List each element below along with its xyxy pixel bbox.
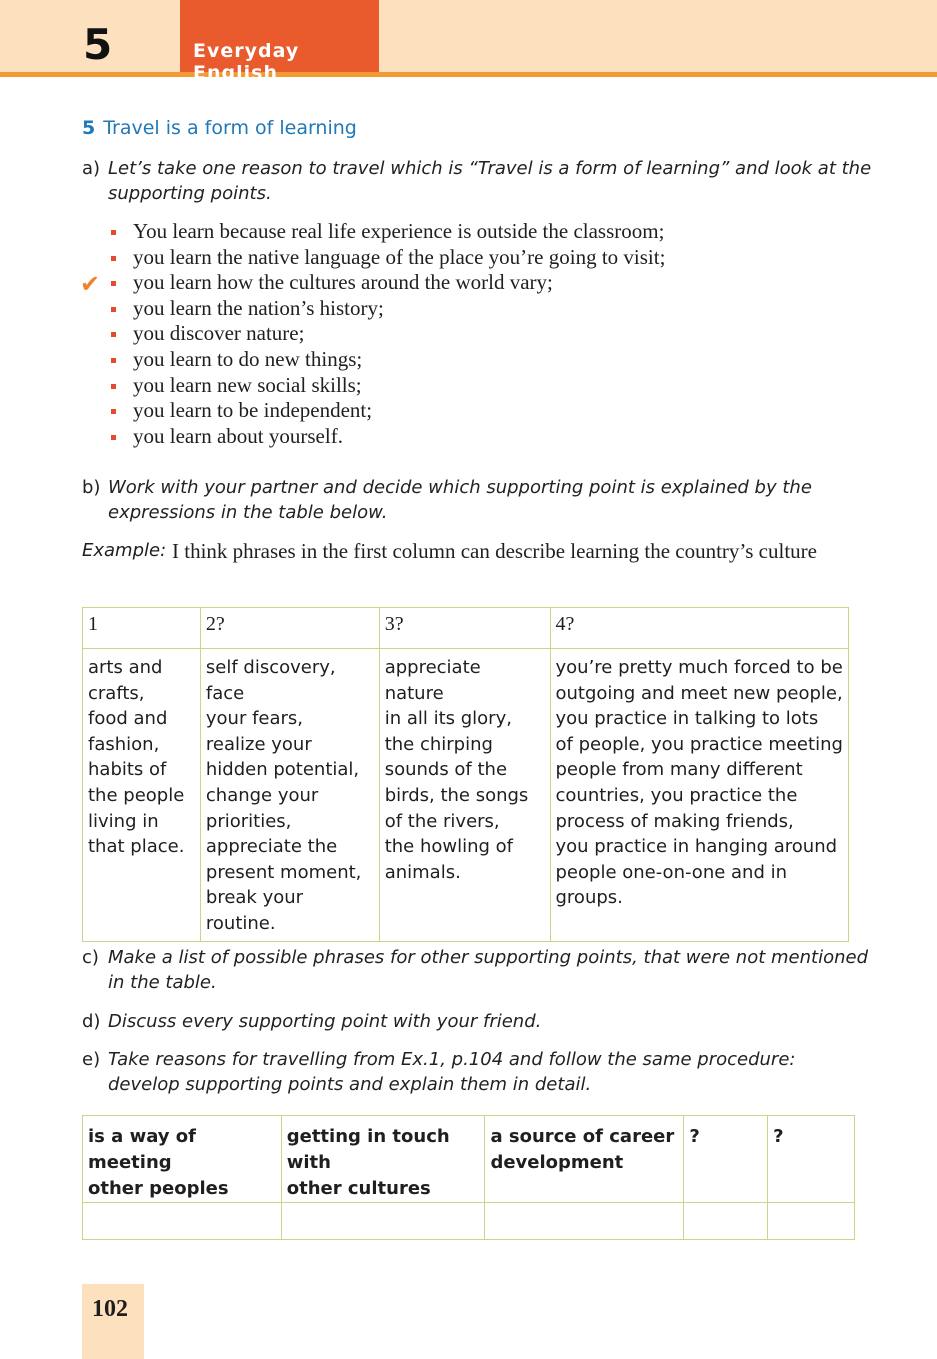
exercise-title [82,117,357,139]
table-header-cell [83,1116,282,1203]
cell-line: that place. [88,836,185,858]
task-e [82,1047,872,1097]
supporting-point-item [107,373,665,399]
cell-line: hidden potential, [205,759,360,781]
task-d-text: Discuss every supporting point with your friend. [108,1011,542,1032]
table-header-cell: 4? [550,608,849,649]
cell-line: the people [88,784,185,806]
bullet-marker [111,281,116,286]
task-e-letter: e) [82,1049,101,1070]
table-header-cell: 2? [200,608,379,649]
cell-line: present moment, [205,861,362,883]
supporting-point-item [107,270,665,296]
exercise-number: 5 [82,117,96,139]
task-b [82,475,872,525]
task-a-text: Let’s take one reason to travel which is “Travel is a form of learning” and look at the supporting points. [108,158,872,204]
supporting-point-text: you learn new social skills; [133,372,362,397]
cell-line: groups. [555,887,623,909]
cell-line: your fears, [205,708,304,730]
supporting-point-text: you learn to do new things; [133,346,363,371]
task-b-letter: b) [82,477,101,498]
bullet-marker [111,230,116,235]
example-label: Example: [82,540,167,561]
cell-line: birds, the songs [384,784,529,806]
cell-line: people one-on-one and in [555,861,788,883]
task-c-letter: c) [82,947,99,968]
cell-line: priorities, [205,810,292,832]
task-d-letter: d) [82,1011,101,1032]
task-e-text: Take reasons for travelling from Ex.1, p.104 and follow the same procedure: develop supporting points and explain them in detail. [108,1049,796,1095]
cell-line: sounds of the [384,759,508,781]
section-tab [180,0,379,84]
task-a [82,156,872,206]
table-header-cell [768,1116,855,1203]
bullet-marker [111,307,116,312]
cell-line: you’re pretty much forced to be [555,657,843,678]
table-header-cell [684,1116,768,1203]
supporting-point-text: you discover nature; [133,321,305,346]
page-number-box [82,1284,144,1359]
cell-line: people from many different [555,759,803,781]
check-mark-icon: ✔ [80,270,101,298]
example [82,538,862,564]
cell-line: process of making friends, [555,810,794,832]
supporting-point-text: you learn the native language of the place you’re going to visit; [133,244,666,269]
cell-line: self discovery, face [205,657,336,704]
supporting-point-text: you learn the nation’s history; [133,295,384,320]
cell-line: in all its glory, [384,708,512,730]
table-row [83,1203,855,1240]
cell-line: break your routine. [205,887,304,934]
empty-answer-cell[interactable] [684,1203,768,1240]
supporting-points-list [107,219,665,449]
table-cell [379,649,550,942]
table-header-cell [281,1116,485,1203]
empty-answer-cell[interactable] [485,1203,684,1240]
supporting-point-text: you learn to be independent; [133,398,373,423]
task-c [82,945,872,995]
table-header-cell: 1 [83,608,201,649]
cell-line: food and [88,708,168,730]
supporting-point-item [107,296,665,322]
header-line: is a way of meeting [88,1126,196,1173]
empty-answer-cell[interactable] [281,1203,485,1240]
empty-answer-cell[interactable] [768,1203,855,1240]
supporting-point-text: you learn how the cultures around the world vary; [133,270,553,295]
page-number: 102 [92,1296,128,1322]
bullet-marker [111,409,116,414]
header-line: other cultures [286,1178,431,1199]
exercise-title-text: Travel is a form of learning [103,117,357,139]
bullet-marker [111,435,116,440]
table-cell [83,649,201,942]
bullet-marker [111,256,116,261]
bullet-marker [111,384,116,389]
cell-line: appreciate nature [384,657,481,704]
table-cell [200,649,379,942]
task-a-letter: a) [82,158,101,179]
header-line: a source of career [490,1126,675,1147]
header-line: ? [689,1126,700,1147]
cell-line: the howling of [384,836,513,858]
supporting-point-item [107,321,665,347]
table-row [83,649,849,942]
cell-line: arts and [88,657,163,678]
cell-line: animals. [384,861,461,883]
cell-line: fashion, [88,733,160,755]
cell-line: crafts, [88,682,145,704]
supporting-point-item [107,424,665,450]
table-header-row [83,608,849,649]
cell-line: outgoing and meet new people, [555,682,843,704]
supporting-point-item [107,398,665,424]
cell-line: the chirping [384,733,493,755]
header-line: getting in touch with [286,1126,450,1173]
cell-line: you practice in talking to lots [555,708,819,730]
section-title: Everyday English [193,40,300,84]
task-c-text: Make a list of possible phrases for other supporting points, that were not mentioned in the table. [108,947,868,993]
table-header-cell: 3? [379,608,550,649]
header-line: ? [773,1126,784,1147]
table-cell [550,649,849,942]
expressions-table [82,607,849,942]
header-rule [0,72,937,77]
bullet-marker [111,332,116,337]
header-line: other peoples [88,1178,229,1199]
supporting-point-item [107,219,665,245]
cell-line: habits of [88,759,167,781]
unit-number: 5 [83,20,113,69]
example-text: I think phrases in the first column can describe learning the country’s culture [172,539,817,563]
reasons-table [82,1115,855,1240]
cell-line: of people, you practice meeting [555,733,843,755]
cell-line: living in [88,810,159,832]
supporting-point-text: you learn about yourself. [133,423,343,448]
cell-line: you practice in hanging around [555,836,838,858]
supporting-point-text: You learn because real life experience is outside the classroom; [133,219,665,243]
header-line: development [490,1152,624,1173]
cell-line: appreciate the [205,836,338,858]
cell-line: realize your [205,733,312,755]
bullet-marker [111,358,116,363]
supporting-point-item [107,347,665,373]
task-d [82,1009,872,1034]
table-header-cell [485,1116,684,1203]
empty-answer-cell[interactable] [83,1203,282,1240]
cell-line: change your [205,784,319,806]
table-header-row [83,1116,855,1203]
header-band [0,0,937,72]
cell-line: countries, you practice the [555,784,798,806]
cell-line: of the rivers, [384,810,500,832]
supporting-point-item [107,245,665,271]
task-b-text: Work with your partner and decide which supporting point is explained by the expressions in the table below. [108,477,812,523]
